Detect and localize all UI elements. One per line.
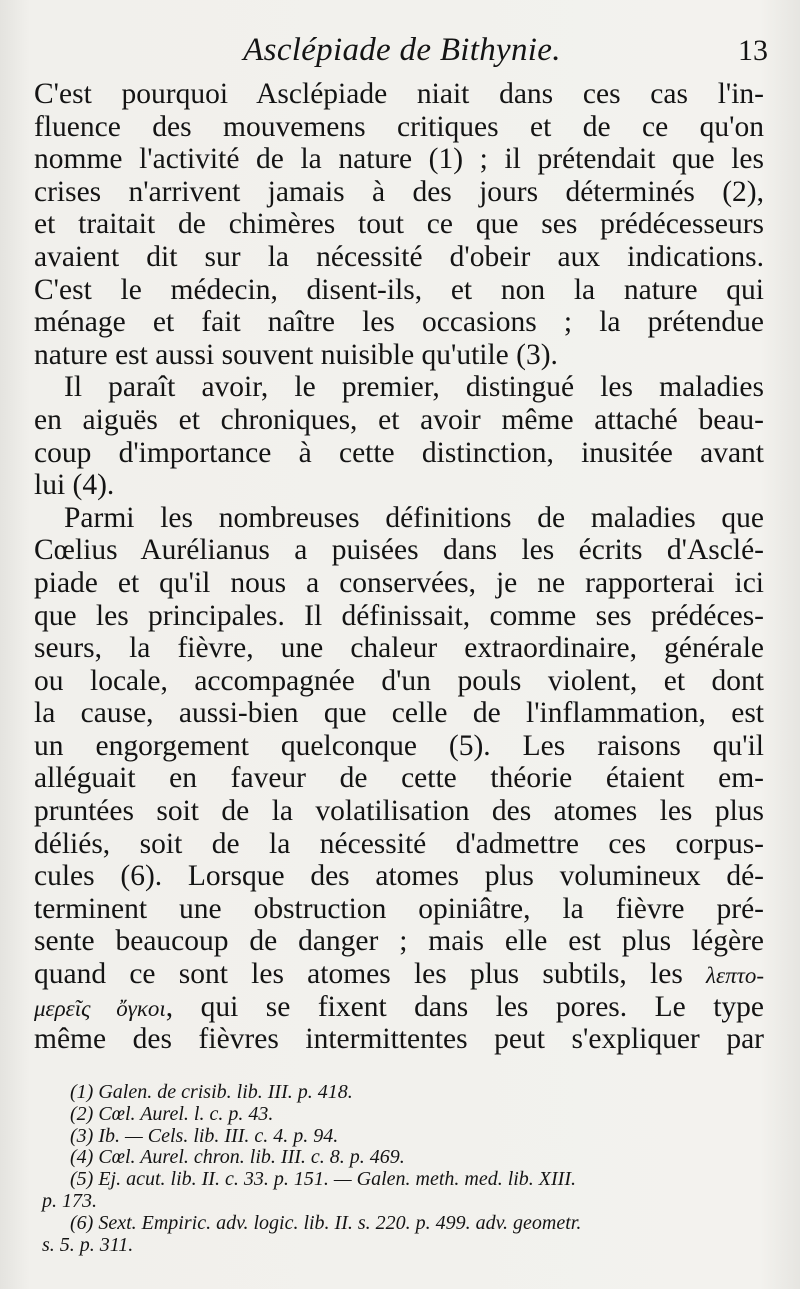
text-line: Parmi les nombreuses définitions de maladies que — [64, 501, 764, 534]
text-line: et traitait de chimères tout ce que ses prédécesseurs — [34, 208, 764, 241]
text-line: nature est aussi souvent nuisible qu'utile (3). — [34, 338, 558, 371]
text-line: même des fièvres intermittentes peut s'expliquer par — [34, 1023, 764, 1056]
text-line-with-greek — [34, 958, 764, 991]
text-line: fluence des mouvemens critiques et de ce qu'on — [34, 110, 764, 143]
text-line: crises n'arrivent jamais à des jours déterminés (2), — [34, 175, 764, 208]
text-line: que les principales. Il définissait, comme ses prédéces- — [34, 599, 764, 632]
footnote: (2) Cœl. Aurel. l. c. p. 43. — [70, 1102, 274, 1125]
greek-word: μερεῖς ὄγκοι — [34, 995, 166, 1021]
text-line: seurs, la fièvre, une chaleur extraordinaire, générale — [34, 632, 764, 665]
footnote-continuation: s. 5. p. 311. — [42, 1233, 134, 1256]
text-line: lui (4). — [34, 469, 115, 502]
text-line: nomme l'activité de la nature (1) ; il prétendait que les — [34, 143, 764, 176]
text-line: alléguait en faveur de cette théorie étaient em- — [34, 762, 764, 795]
text-line: terminent une obstruction opiniâtre, la fièvre pré- — [34, 892, 764, 925]
footnote: (1) Galen. de crisib. lib. III. p. 418. — [70, 1081, 353, 1103]
text-line: Cœlius Aurélianus a puisées dans les écrits d'Asclé- — [34, 534, 764, 567]
footnote: (3) Ib. — Cels. lib. III. c. 4. p. 94. — [70, 1124, 339, 1147]
text-segment: quand ce sont les atomes les plus subtils, les — [34, 958, 683, 991]
footnote: (6) Sext. Empiric. adv. logic. lib. II. s. 220. p. 499. adv. geometr. — [70, 1211, 582, 1234]
text-line: en aiguës et chroniques, et avoir même attaché beau- — [34, 403, 764, 436]
text-line: ménage et fait naître les occasions ; la prétendue — [34, 306, 764, 339]
body-text — [34, 78, 764, 1056]
running-title: Asclépiade de Bithynie. — [243, 32, 561, 68]
text-line-with-greek — [34, 991, 764, 1024]
footnote: (5) Ej. acut. lib. II. c. 33. p. 151. — Galen. meth. med. lib. XIII. — [70, 1168, 577, 1191]
text-line: cules (6). Lorsque des atomes plus volumineux dé- — [34, 860, 764, 893]
text-line: piade et qu'il nous a conservées, je ne rapporterai ici — [34, 566, 764, 599]
text-segment: , qui se fixent dans les pores. Le type — [165, 990, 764, 1023]
page-number: 13 — [738, 34, 768, 67]
footnotes — [42, 1081, 770, 1256]
text-line: ou locale, accompagnée d'un pouls violent, et dont — [34, 664, 764, 697]
text-line: avaient dit sur la nécessité d'obeir aux indications. — [34, 240, 764, 273]
text-line: C'est pourquoi Asclépiade niait dans ces cas l'in- — [34, 78, 764, 110]
text-line: pruntées soit de la volatilisation des atomes les plus — [34, 795, 764, 828]
footnote: (4) Cœl. Aurel. chron. lib. III. c. 8. p. 469. — [70, 1146, 405, 1169]
text-line: coup d'importance à cette distinction, inusitée avant — [34, 436, 764, 469]
page-header — [34, 28, 770, 78]
footnote-continuation: p. 173. — [42, 1189, 97, 1212]
text-line: la cause, aussi-bien que celle de l'inflammation, est — [34, 697, 764, 730]
text-line: Il paraît avoir, le premier, distingué les maladies — [64, 371, 764, 404]
text-line: déliés, soit de la nécessité d'admettre ces corpus- — [34, 827, 764, 860]
greek-word: λεπτο- — [706, 963, 764, 989]
text-line: C'est le médecin, disent-ils, et non la nature qui — [34, 273, 764, 306]
text-line: un engorgement quelconque (5). Les raisons qu'il — [34, 729, 764, 762]
text-line: sente beaucoup de danger ; mais elle est plus légère — [34, 925, 764, 958]
